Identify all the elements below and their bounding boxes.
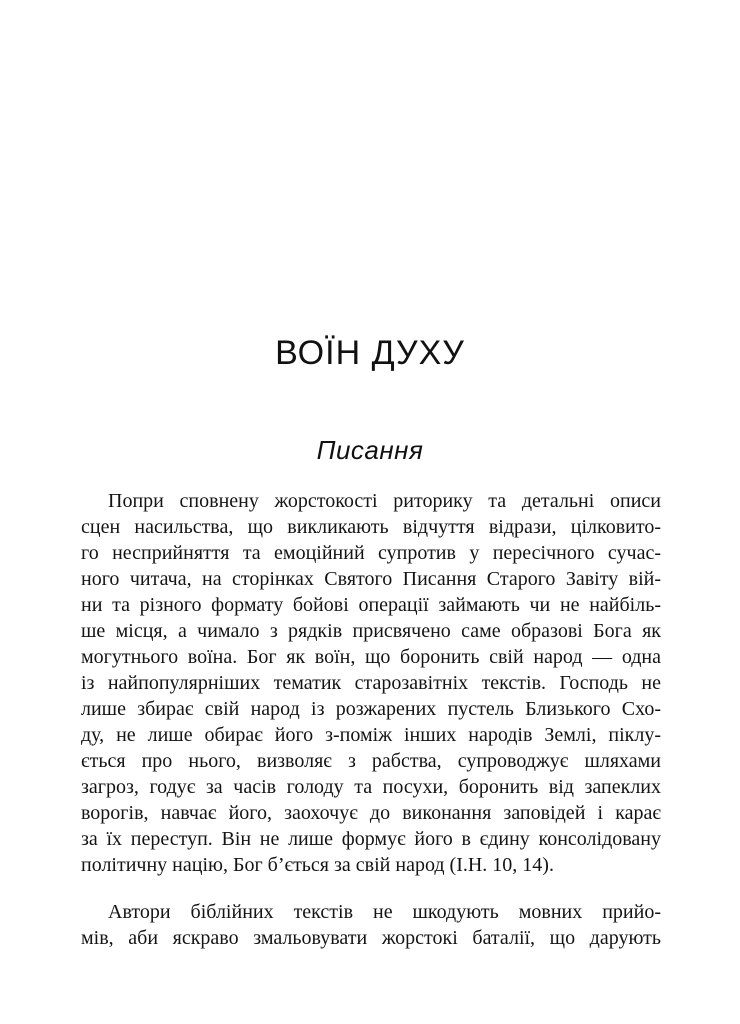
text-line: сцен насильства, що викликають відчуття відрази, цілковито- <box>81 516 661 538</box>
text-line: ворогів, навчає його, заохочує до виконання заповідей і карає <box>81 802 661 824</box>
page-title: ВОЇН ДУХУ <box>275 334 465 372</box>
text-line: Автори біблійних текстів не шкодують мовних прийо- <box>108 901 661 923</box>
text-line: Попри сповнену жорстокості риторику та детальні описи <box>108 490 661 512</box>
section-subtitle: Писання <box>316 435 424 465</box>
text-line: загроз, годує за часів голоду та посухи, боронить від запеклих <box>81 776 661 798</box>
text-line: за їх переступ. Він не лише формує його в єдину консолідовану <box>81 828 661 850</box>
text-line: могутнього воїна. Бог як воїн, що боронить свій народ — одна <box>81 646 661 668</box>
text-line: політичну націю, Бог б’ється за свій народ (І.Н. 10, 14). <box>81 854 554 876</box>
text-line: ється про нього, визволяє з рабства, супроводжує шляхами <box>81 750 661 772</box>
body-text <box>0 488 740 951</box>
text-line: го несприйняття та емоційний супротив у пересічного сучас- <box>81 542 661 564</box>
body-paragraph <box>81 488 661 878</box>
body-paragraph <box>81 899 661 951</box>
text-line: лише збирає свій народ із розжарених пустель Близького Схо- <box>81 698 661 720</box>
text-line: ни та різного формату бойові операції займають чи не найбіль- <box>81 594 661 616</box>
text-line: ного читача, на сторінках Святого Писання Старого Завіту вій- <box>81 568 661 590</box>
text-line: мів, аби яскраво змальовувати жорстокі баталії, що дарують <box>81 927 661 949</box>
text-line: ду, не лише обирає його з-поміж інших народів Землі, піклу- <box>81 724 661 746</box>
text-line: із найпопулярніших тематик старозавітніх текстів. Господь не <box>81 672 661 694</box>
text-line: ше місця, а чимало з рядків присвячено саме образові Бога як <box>81 620 661 642</box>
